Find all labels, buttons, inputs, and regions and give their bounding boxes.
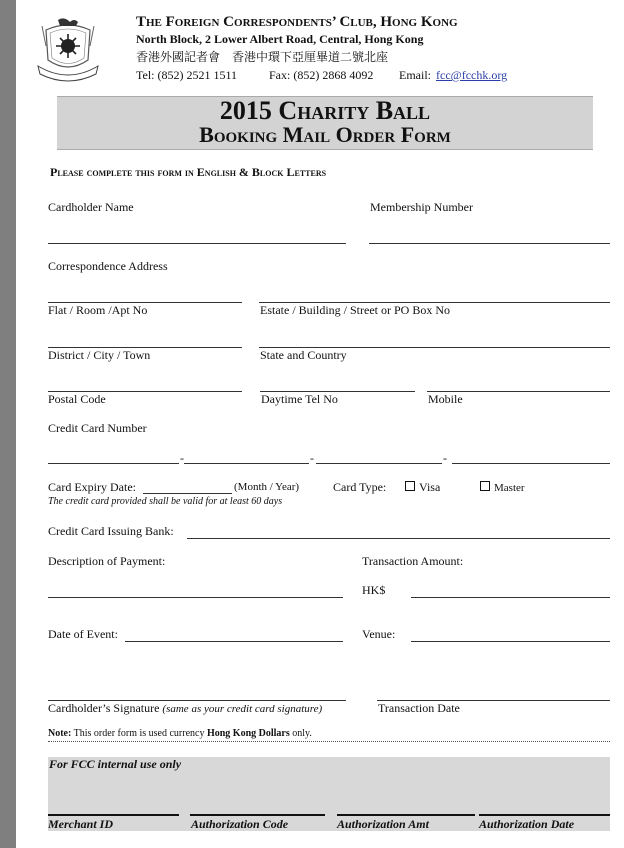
membership-number-label: Membership Number	[370, 200, 473, 214]
date-of-event-field[interactable]	[125, 641, 343, 642]
club-email-label: Email:	[399, 68, 431, 82]
venue-field[interactable]	[411, 641, 610, 642]
credit-card-number-label: Credit Card Number	[48, 421, 147, 435]
currency-note	[48, 728, 312, 739]
membership-number-field[interactable]	[369, 243, 610, 244]
venue-label: Venue:	[362, 627, 396, 641]
cardholder-name-label: Cardholder Name	[48, 200, 134, 214]
instruction-text: Please complete this form in English & Block Letters	[50, 165, 327, 179]
estate-label: Estate / Building / Street or PO Box No	[260, 303, 450, 317]
internal-use-title: For FCC internal use only	[49, 757, 182, 771]
note-text-after: only.	[292, 728, 312, 739]
master-label: Master	[494, 482, 525, 494]
club-tel: Tel: (852) 2521 1511	[136, 68, 238, 82]
card-number-group-2[interactable]	[184, 463, 309, 464]
club-address-en: North Block, 2 Lower Albert Road, Central, Hong Kong	[136, 32, 424, 46]
card-number-separator: -	[310, 451, 314, 465]
transaction-amount-field[interactable]	[411, 597, 610, 598]
description-field[interactable]	[48, 597, 343, 598]
note-divider	[48, 741, 610, 742]
authorization-code-label: Authorization Code	[191, 817, 289, 831]
visa-checkbox[interactable]	[405, 481, 415, 491]
description-label: Description of Payment:	[48, 554, 166, 568]
transaction-date-label: Transaction Date	[378, 701, 460, 715]
signature-label-text: Cardholder’s Signature	[48, 701, 160, 715]
signature-label	[48, 701, 322, 716]
club-name: The Foreign Correspondents’ Club, Hong Kong	[136, 14, 458, 30]
signature-note: (same as your credit card signature)	[162, 703, 323, 715]
master-option[interactable]	[480, 481, 525, 494]
date-of-event-label: Date of Event:	[48, 627, 118, 641]
card-number-group-3[interactable]	[316, 463, 442, 464]
card-number-separator: -	[443, 451, 447, 465]
authorization-amt-field[interactable]	[337, 814, 475, 816]
form-title: 2015 Charity Ball	[219, 96, 431, 125]
postal-code-label: Postal Code	[48, 392, 106, 406]
card-type-label: Card Type:	[333, 480, 387, 494]
correspondence-address-label: Correspondence Address	[48, 259, 168, 273]
merchant-id-label: Merchant ID	[48, 817, 114, 831]
mobile-label: Mobile	[428, 392, 463, 406]
card-expiry-label: Card Expiry Date:	[48, 480, 136, 494]
authorization-code-field[interactable]	[190, 814, 325, 816]
club-email-link[interactable]: fcc@fcchk.org	[436, 68, 508, 82]
card-number-separator: -	[180, 451, 184, 465]
form-subtitle: Booking Mail Order Form	[199, 122, 451, 147]
issuing-bank-field[interactable]	[187, 538, 610, 539]
club-fax: Fax: (852) 2868 4092	[269, 68, 374, 82]
note-text-before: This order form is used currency	[73, 728, 205, 739]
cardholder-name-field[interactable]	[48, 243, 346, 244]
master-checkbox[interactable]	[480, 481, 490, 491]
state-label: State and Country	[260, 348, 347, 362]
authorization-date-label: Authorization Date	[479, 817, 575, 831]
card-number-group-4[interactable]	[452, 463, 610, 464]
fcc-crest-logo	[36, 16, 100, 84]
note-currency: Hong Kong Dollars	[206, 728, 290, 739]
card-expiry-field[interactable]	[143, 493, 232, 494]
hkd-label: HK$	[362, 583, 386, 597]
order-form-page	[16, 0, 624, 848]
daytime-tel-label: Daytime Tel No	[261, 392, 338, 406]
note-label: Note:	[48, 728, 72, 739]
month-year-hint: (Month / Year)	[234, 481, 300, 493]
club-address-zh: 香港外國記者會 香港中環下亞厘畢道二號北座	[136, 50, 389, 64]
flat-label: Flat / Room /Apt No	[48, 303, 148, 317]
card-number-group-1[interactable]	[48, 463, 179, 464]
district-label: District / City / Town	[48, 348, 151, 362]
transaction-amount-label: Transaction Amount:	[362, 554, 464, 568]
visa-label: Visa	[419, 480, 441, 494]
card-validity-note: The credit card provided shall be valid for at least 60 days	[48, 496, 283, 507]
authorization-date-field[interactable]	[479, 814, 610, 816]
title-banner	[57, 96, 593, 150]
authorization-amt-label: Authorization Amt	[337, 817, 429, 831]
issuing-bank-label: Credit Card Issuing Bank:	[48, 524, 174, 538]
visa-option[interactable]	[405, 480, 440, 495]
merchant-id-field[interactable]	[48, 814, 179, 816]
internal-use-box	[48, 757, 610, 831]
